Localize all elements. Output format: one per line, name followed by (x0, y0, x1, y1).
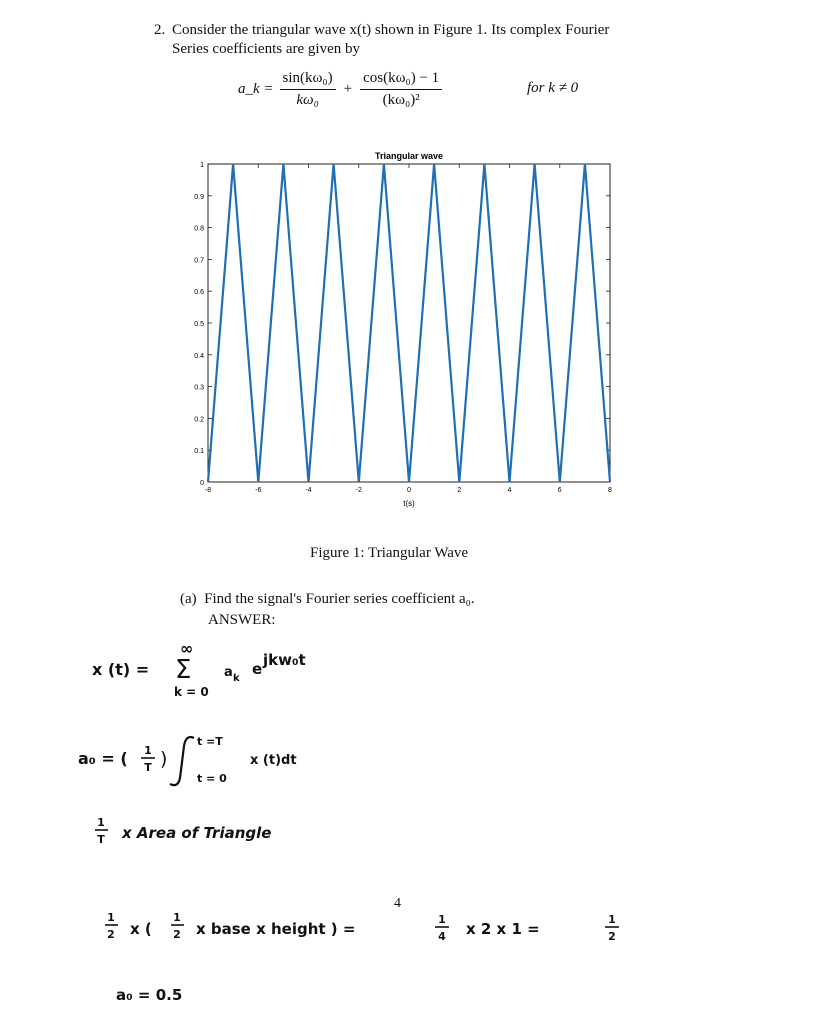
y-tick-label: 0.7 (194, 257, 204, 265)
handwritten-answer (0, 630, 813, 1024)
x-tick-label: -2 (355, 487, 362, 494)
hw-eq3-frac-den: T (97, 833, 105, 846)
part-a-text: Find the signal's Fourier series coefficient a₀. (204, 591, 475, 607)
hw-eq3-frac-num: 1 (97, 816, 105, 829)
question-line-2: Series coefficients are given by (172, 41, 360, 57)
plot-area (208, 164, 610, 482)
hw-eq2-integrand: x (t)dt (250, 753, 297, 768)
y-tick-label: 0.9 (194, 193, 204, 201)
x-axis-label: t(s) (403, 499, 415, 508)
answer-label: ANSWER: (208, 612, 276, 628)
hw-eq4-frac3-den: 4 (438, 930, 446, 943)
x-tick-label: -8 (204, 487, 212, 494)
hw-eq3-text: x Area of Triangle (122, 824, 272, 842)
question-number: 2. (154, 22, 166, 38)
x-tick-label: 0 (407, 487, 411, 494)
hw-eq2-lhs: a₀ = ( (78, 749, 128, 768)
page-number: 4 (394, 896, 401, 911)
hw-eq1-lhs: x (t) = (92, 660, 150, 679)
triangular-wave-chart (160, 145, 630, 525)
formula-term2-denominator: (kω₀)² (382, 92, 420, 108)
hw-eq2-close: ) (160, 748, 168, 770)
hw-eq1-coef: a (224, 665, 233, 680)
part-a-label: (a) (180, 591, 197, 607)
hw-eq4-frac4-den: 2 (608, 930, 616, 943)
y-tick-label: 1 (200, 162, 204, 169)
x-tick-label: -6 (255, 487, 262, 494)
hw-eq2-lower: t = 0 (197, 772, 227, 785)
formula-term2-numerator: cos(kω₀) − 1 (360, 70, 442, 90)
hw-eq1-e: e (252, 660, 263, 678)
hw-eq1-exponent: jkw₀t (263, 651, 306, 669)
x-tick-label: 2 (457, 487, 462, 494)
hw-eq4-frac4-num: 1 (608, 913, 616, 926)
fourier-coefficient-formula (238, 70, 442, 109)
formula-term1-denominator: kω₀ (296, 92, 319, 108)
formula-term2 (360, 70, 442, 109)
hw-eq1-coef-sub: k (233, 673, 240, 684)
y-tick-label: 0.8 (194, 225, 204, 233)
formula-plus: + (343, 81, 353, 97)
hw-eq4-frac2-den: 2 (173, 928, 181, 941)
y-tick-label: 0.2 (194, 416, 204, 424)
y-tick-label: 0.1 (194, 448, 204, 456)
figure-caption: Figure 1: Triangular Wave (310, 545, 469, 561)
formula-term1-numerator: sin(kω₀) (280, 70, 336, 90)
hw-eq5: a₀ = 0.5 (116, 986, 183, 1004)
y-tick-label: 0.4 (194, 352, 204, 360)
hw-eq2-frac-num: 1 (144, 744, 152, 757)
chart-title: Triangular wave (374, 151, 444, 161)
y-tick-label: 0.3 (194, 384, 204, 392)
x-tick-label: 8 (608, 487, 612, 494)
y-tick-label: 0.5 (194, 321, 204, 328)
hw-eq2-frac-den: T (144, 761, 152, 774)
hw-eq4-mid3: x 2 x 1 = (466, 920, 540, 938)
x-tick-label: 6 (557, 487, 562, 494)
question-line-1: Consider the triangular wave x(t) shown in Figure 1. Its complex Fourier (172, 22, 610, 38)
formula-term1 (280, 70, 336, 109)
hw-eq4-mid1: x ( (130, 920, 152, 938)
y-tick-label: 0 (200, 480, 204, 487)
hw-eq1-upper: ∞ (180, 639, 194, 658)
hw-eq1-lower: k = 0 (174, 685, 209, 699)
x-tick-label: -4 (305, 487, 312, 494)
hw-eq4-frac1-num: 1 (107, 911, 115, 924)
x-tick-label: 4 (507, 487, 512, 494)
part-a (180, 589, 475, 631)
hw-eq4-mid2: x base x height ) = (196, 920, 356, 938)
hw-eq2-upper: t =T (197, 735, 223, 748)
hw-eq4-frac1-den: 2 (107, 928, 115, 941)
question-text (154, 21, 694, 59)
hw-eq1-sigma: Σ (175, 655, 192, 685)
formula-condition: for k ≠ 0 (527, 80, 579, 96)
hw-eq4-frac2-num: 1 (173, 911, 181, 924)
hw-eq4-frac3-num: 1 (438, 913, 446, 926)
integral-sign-icon (170, 737, 194, 785)
y-tick-label: 0.6 (194, 289, 204, 297)
formula-lhs: a_k = (238, 81, 274, 97)
